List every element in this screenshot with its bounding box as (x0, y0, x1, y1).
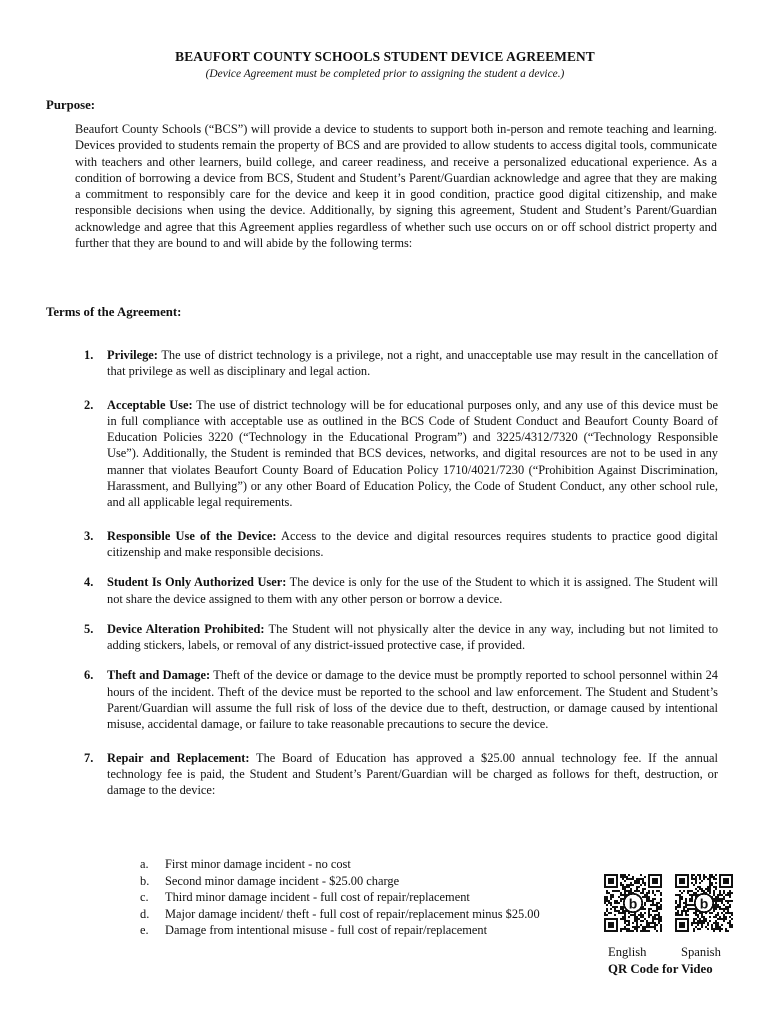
term-item-repair-replacement (84, 750, 718, 799)
qr-label-english: English (608, 945, 647, 959)
qr-code-english-icon[interactable] (604, 874, 662, 932)
term-number: 1. (84, 348, 94, 362)
term-text: Access to the device and digital resources requires students to practice good digital citizenship and make responsible decisions. (107, 528, 718, 559)
term-label: Responsible Use of the Device: (107, 528, 277, 543)
list-text: First minor damage incident - no cost (165, 857, 351, 871)
term-text: The device is only for the use of the Student to which it is assigned. The Student will not share the device assigned to them with any other person or borrow a device. (107, 575, 718, 606)
term-number: 3. (84, 528, 94, 543)
term-item-authorized-user (84, 574, 718, 607)
term-label: Repair and Replacement: (107, 750, 250, 765)
list-text: Third minor damage incident - full cost of repair/replacement (165, 890, 470, 905)
list-letter: a. (140, 857, 149, 871)
term-item-acceptable-use (84, 397, 718, 511)
list-text: Damage from intentional misuse - full cost of repair/replacement (165, 923, 488, 938)
purpose-paragraph: Beaufort County Schools (“BCS”) will provide a device to students to support both in-person and remote teaching and learning. Devices provided to students remain the property of BCS and are provided to allow students to access digital tools, communicate with teachers and other learners, build college, and career readiness, and receive a personalized educational experience. As a condition of borrowing a device from BCS, Student and Student’s Parent/Guardian acknowledge and agree that they are making a commitment to responsibly care for the device and keep it in good condition, practice good digital citizenship, and make responsible decisions when using the device. Additionally, by signing this agreement, Student and Student’s Parent/Guardian acknowledge and agree that this Agreement applies regardless of whether such use occurs on or off school district property and further that they are bound to and will abide by the following terms: (75, 122, 717, 251)
svg-text:b: b (628, 895, 638, 912)
term-item-device-alteration (84, 621, 718, 654)
list-text: Major damage incident/ theft - full cost of repair/replacement minus $25.00 (165, 906, 540, 921)
list-item (140, 906, 600, 923)
term-item-responsible-use (84, 528, 718, 561)
term-label: Device Alteration Prohibited: (107, 621, 265, 636)
terms-heading: Terms of the Agreement: (46, 305, 182, 319)
qr-code-spanish-icon[interactable] (675, 874, 733, 932)
document-subtitle: (Device Agreement must be completed prior to assigning the student a device.) (205, 68, 565, 80)
list-letter: e. (140, 923, 149, 938)
list-item (140, 873, 600, 890)
repair-charge-list (140, 856, 600, 939)
document-title: BEAUFORT COUNTY SCHOOLS STUDENT DEVICE AGREEMENT (175, 49, 595, 64)
term-number: 5. (84, 621, 94, 636)
list-item (140, 889, 600, 906)
term-label: Student Is Only Authorized User: (107, 575, 287, 590)
term-number: 7. (84, 750, 94, 765)
term-label: Privilege: (107, 348, 158, 362)
term-number: 6. (84, 668, 94, 683)
term-number: 4. (84, 575, 94, 590)
svg-text:b: b (699, 895, 709, 912)
list-letter: c. (140, 890, 149, 905)
term-text: The use of district technology is a privilege, not a right, and unacceptable use may result in the cancellation of that privilege as well as disciplinary and legal action. (107, 348, 718, 379)
list-letter: d. (140, 906, 150, 921)
qr-label-spanish: Spanish (681, 945, 721, 959)
terms-list (84, 347, 718, 799)
list-letter: b. (140, 873, 150, 888)
term-number: 2. (84, 397, 94, 412)
term-text: The use of district technology will be for educational purposes only, and any use of this device must be in full compliance with acceptable use as outlined in the BCS Code of Student Conduct and Beaufort County Board of Education Policies 3220 (“Technology in the Educational Program”) and 3225/4312/7320 (“Technology Responsible Use”). Additionally, the Student is reminded that BCS devices, networks, and digital resources are not to be used in any manner that violates Beaufort County Board of Education Policy 1710/4021/7230 (“Prohibition Against Discrimination, Harassment, and Bullying”) or any other Board of Education Policy, the Code of Student Conduct, any other school rule, and all applicable legal requirements. (107, 397, 718, 510)
term-label: Acceptable Use: (107, 397, 193, 412)
qr-caption: QR Code for Video (608, 962, 713, 976)
term-label: Theft and Damage: (107, 668, 211, 683)
list-item (140, 856, 600, 873)
term-text: The Board of Education has approved a $25.00 annual technology fee. If the annual technology fee is paid, the Student and Student’s Parent/Guardian will be charged as follows for theft, destruction, or damage to the device: (107, 750, 718, 798)
term-text: The Student will not physically alter the device in any way, including but not limited to adding stickers, labels, or removal of any district-issued protective case, if provided. (107, 621, 719, 653)
term-text: Theft of the device or damage to the device must be promptly reported to school personnel within 24 hours of the incident. Theft of the device must be reported to the school and law enforcement. The Student and Student’s Parent/Guardian will assume the full risk of loss of the device due to theft, destruction, or damage caused by intentional misuse, accidental damage, or failure to take reasonable precautions to secure the device. (107, 668, 718, 732)
term-item-theft-damage (84, 667, 718, 732)
purpose-heading: Purpose: (46, 98, 96, 112)
list-item (140, 922, 600, 939)
term-item-privilege (84, 347, 718, 380)
list-text: Second minor damage incident - $25.00 charge (165, 873, 400, 888)
